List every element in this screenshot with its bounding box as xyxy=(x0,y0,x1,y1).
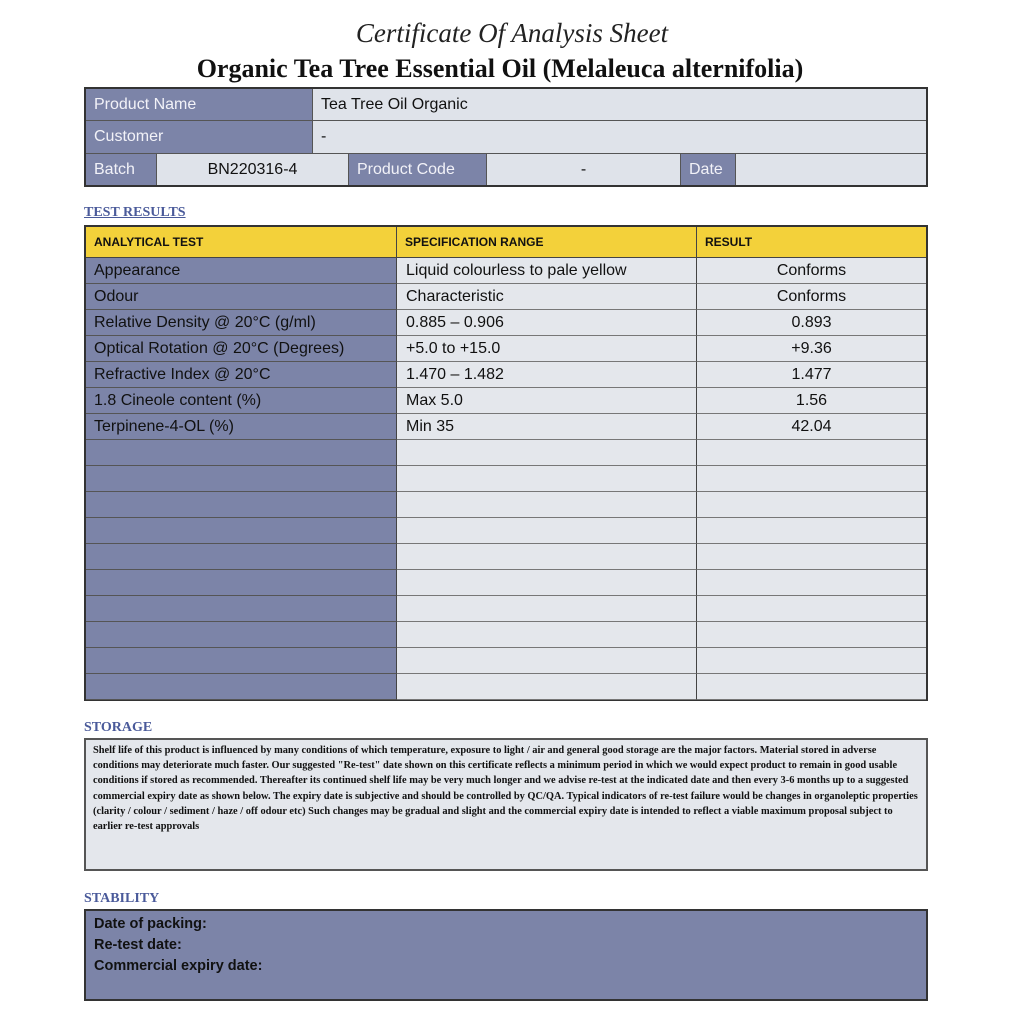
test-results-table xyxy=(84,225,928,701)
specification-cell: Min 35 xyxy=(397,414,697,440)
result-cell xyxy=(697,466,926,492)
header-specification-range: SPECIFICATION RANGE xyxy=(397,227,697,257)
document-title: Certificate Of Analysis Sheet xyxy=(355,18,669,48)
analytical-test-cell xyxy=(86,518,397,544)
specification-cell: 0.885 – 0.906 xyxy=(397,310,697,336)
table-row xyxy=(86,414,926,440)
stability-heading: STABILITY xyxy=(84,891,160,906)
analytical-test-cell xyxy=(86,544,397,570)
specification-cell: 1.470 – 1.482 xyxy=(397,362,697,388)
specification-cell xyxy=(397,466,697,492)
commercial-expiry-label: Commercial expiry date: xyxy=(94,958,263,974)
table-row xyxy=(86,388,926,414)
analytical-test-cell: Terpinene-4-OL (%) xyxy=(86,414,397,440)
date-value xyxy=(736,154,926,185)
table-row xyxy=(86,336,926,362)
table-row xyxy=(86,492,926,518)
product-name-label: Product Name xyxy=(86,89,313,121)
result-cell: 1.477 xyxy=(697,362,926,388)
batch-value: BN220316-4 xyxy=(157,154,349,185)
analytical-test-cell: Refractive Index @ 20°C xyxy=(86,362,397,388)
result-cell xyxy=(697,622,926,648)
table-row xyxy=(86,596,926,622)
table-row xyxy=(86,440,926,466)
specification-cell xyxy=(397,440,697,466)
result-cell xyxy=(697,570,926,596)
specification-cell xyxy=(397,518,697,544)
result-cell: 1.56 xyxy=(697,388,926,414)
result-cell: 42.04 xyxy=(697,414,926,440)
date-label: Date xyxy=(681,154,736,185)
product-name-value: Tea Tree Oil Organic xyxy=(313,89,926,121)
specification-cell: Characteristic xyxy=(397,284,697,310)
batch-label: Batch xyxy=(86,154,157,185)
table-row xyxy=(86,648,926,674)
specification-cell: +5.0 to +15.0 xyxy=(397,336,697,362)
analytical-test-cell xyxy=(86,622,397,648)
table-row xyxy=(86,544,926,570)
result-cell xyxy=(697,544,926,570)
table-row xyxy=(86,518,926,544)
result-cell xyxy=(697,440,926,466)
table-row xyxy=(86,570,926,596)
specification-cell xyxy=(397,648,697,674)
analytical-test-cell xyxy=(86,570,397,596)
product-code-value: - xyxy=(487,154,681,185)
result-cell: +9.36 xyxy=(697,336,926,362)
specification-cell: Liquid colourless to pale yellow xyxy=(397,258,697,284)
header-result: RESULT xyxy=(705,235,753,249)
analytical-test-cell: 1.8 Cineole content (%) xyxy=(86,388,397,414)
table-row xyxy=(86,466,926,492)
analytical-test-cell xyxy=(86,596,397,622)
result-cell xyxy=(697,674,926,700)
storage-box xyxy=(84,738,928,871)
result-cell xyxy=(697,492,926,518)
specification-cell xyxy=(397,674,697,700)
retest-date-label: Re-test date: xyxy=(94,937,182,953)
analytical-test-cell: Odour xyxy=(86,284,397,310)
table-row xyxy=(86,310,926,336)
storage-text: Shelf life of this product is influenced by many conditions of which temperature, exposure to light / air and general good storage are the major factors. Material stored in adverse conditions may deteriorate much faster. Our suggested "Re-test" date shown on this certificate reflects a minimum period in which we would expect product to remain in good usable conditions if stored as recommended. Thereafter its continued shelf life may be very much longer and we advise re-test at the indicated date and then every 3-6 months up to a suggested commercial expiry date as shown below. The expiry date is subjective and should be controlled by QC/QA. Typical indicators of re-test failure would be changes in organoleptic properties (clarity / colour / sediment / haze / off odour etc) Such changes may be gradual and slight and the commercial expiry date is intended to reflect a viable maximum proposal subject to earlier re-test approvals xyxy=(93,745,918,833)
document-subtitle: Organic Tea Tree Essential Oil (Melaleuca alternifolia) xyxy=(196,54,804,83)
result-cell: Conforms xyxy=(697,284,926,310)
result-cell xyxy=(697,648,926,674)
result-cell: Conforms xyxy=(697,258,926,284)
analytical-test-cell xyxy=(86,648,397,674)
table-row xyxy=(86,622,926,648)
table-header-row xyxy=(86,227,926,258)
table-row xyxy=(86,258,926,284)
specification-cell xyxy=(397,622,697,648)
analytical-test-cell xyxy=(86,440,397,466)
analytical-test-cell xyxy=(86,466,397,492)
result-cell xyxy=(697,596,926,622)
specification-cell xyxy=(397,570,697,596)
header-analytical-test: ANALYTICAL TEST xyxy=(86,227,397,257)
specification-cell xyxy=(397,596,697,622)
result-cell xyxy=(697,518,926,544)
table-row xyxy=(86,674,926,700)
customer-label: Customer xyxy=(86,121,313,154)
customer-value: - xyxy=(313,121,926,154)
stability-box xyxy=(84,909,928,1001)
analytical-test-cell xyxy=(86,492,397,518)
product-info-box xyxy=(84,87,928,187)
specification-cell xyxy=(397,544,697,570)
analytical-test-cell: Appearance xyxy=(86,258,397,284)
table-row xyxy=(86,362,926,388)
table-row xyxy=(86,284,926,310)
date-of-packing-label: Date of packing: xyxy=(94,916,207,932)
analytical-test-cell xyxy=(86,674,397,700)
result-cell: 0.893 xyxy=(697,310,926,336)
storage-heading: STORAGE xyxy=(84,720,153,735)
product-code-label: Product Code xyxy=(349,154,487,185)
analytical-test-cell: Optical Rotation @ 20°C (Degrees) xyxy=(86,336,397,362)
test-results-heading: TEST RESULTS xyxy=(84,205,186,220)
analytical-test-cell: Relative Density @ 20°C (g/ml) xyxy=(86,310,397,336)
specification-cell xyxy=(397,492,697,518)
specification-cell: Max 5.0 xyxy=(397,388,697,414)
